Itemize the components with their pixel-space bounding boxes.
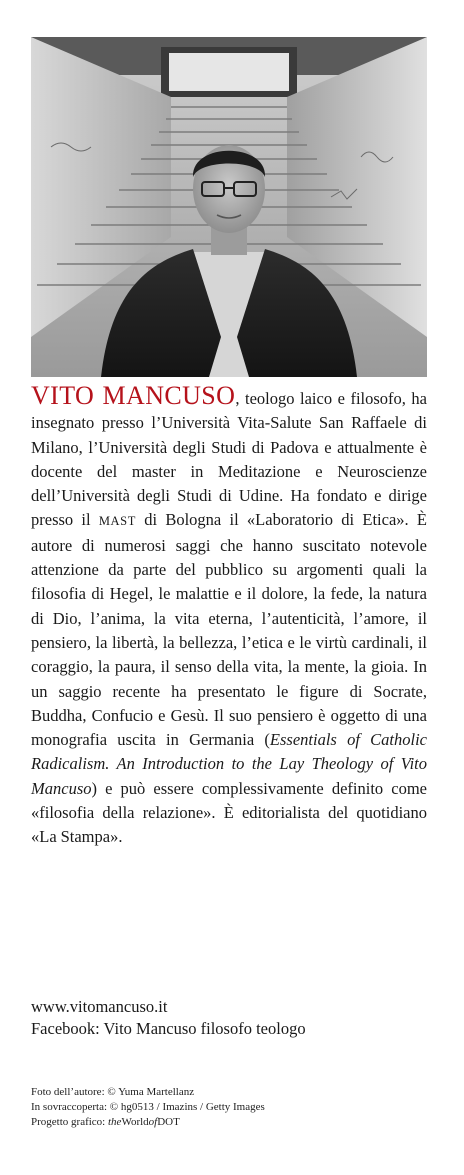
photo-credit: Foto dell’autore: © Yuma Martellanz — [31, 1086, 195, 1098]
bio-text-3: ) e può essere complessivamente definito come «filosofia della relazione». È editorialista del quotidiano «La Stampa». — [31, 778, 427, 847]
cover-credit: In sovraccoperta: © hg0513 / Imazins / Getty Images — [31, 1101, 265, 1113]
design-credit-dot: DOT — [157, 1116, 180, 1128]
author-links — [31, 996, 427, 1040]
facebook-link[interactable]: Facebook: Vito Mancuso filosofo teologo — [31, 1019, 306, 1038]
design-credit — [31, 1115, 427, 1130]
book-title: Essentials of Catholic Radicalism. An Introduction to the Lay Theology of Vito Mancuso — [31, 730, 428, 798]
design-credit-label: Progetto grafico: — [31, 1116, 108, 1128]
bio-text-2: di Bologna il «Laboratorio di Etica». È autore di numerosi saggi che hanno suscitato notevole attenzione da parte del pubblico su argomenti quali la filosofia di Hegel, le malattie e il dolore, la fede, la natura di Dio, l’anima, la vita eterna, l’autenticità, l’amore, il pensiero, la libertà, la bellezza, l’etica e le virtù cardinali, il coraggio, la paura, il senso della vita, la mente, la gioia. In un saggio recente ha presentato le figure di Socrate, Buddha, Confucio e Gesù. Il suo pensiero è oggetto di una monografia uscita in Germania ( — [31, 510, 427, 750]
author-bio — [31, 381, 428, 850]
design-credit-world: World — [121, 1116, 149, 1128]
website-link[interactable]: www.vitomancuso.it — [31, 997, 168, 1016]
bio-text-1: , teologo laico e filosofo, ha insegnato presso l’Università Vita-Salute San Raffaele di Milano, l’Università degli Studi di Padova e attualmente è docente del master in Meditazione e Neuroscienze dell’Università degli Studi di Udine. Ha fondato e dirige presso il — [31, 389, 427, 530]
credits — [31, 1085, 427, 1130]
author-name: VITO MANCUSO — [31, 381, 236, 410]
mast-abbreviation: MAST — [98, 514, 136, 529]
author-photo — [31, 37, 427, 377]
design-credit-of: of — [148, 1116, 158, 1128]
author-photo-image — [31, 37, 427, 377]
design-credit-the: the — [107, 1116, 122, 1128]
